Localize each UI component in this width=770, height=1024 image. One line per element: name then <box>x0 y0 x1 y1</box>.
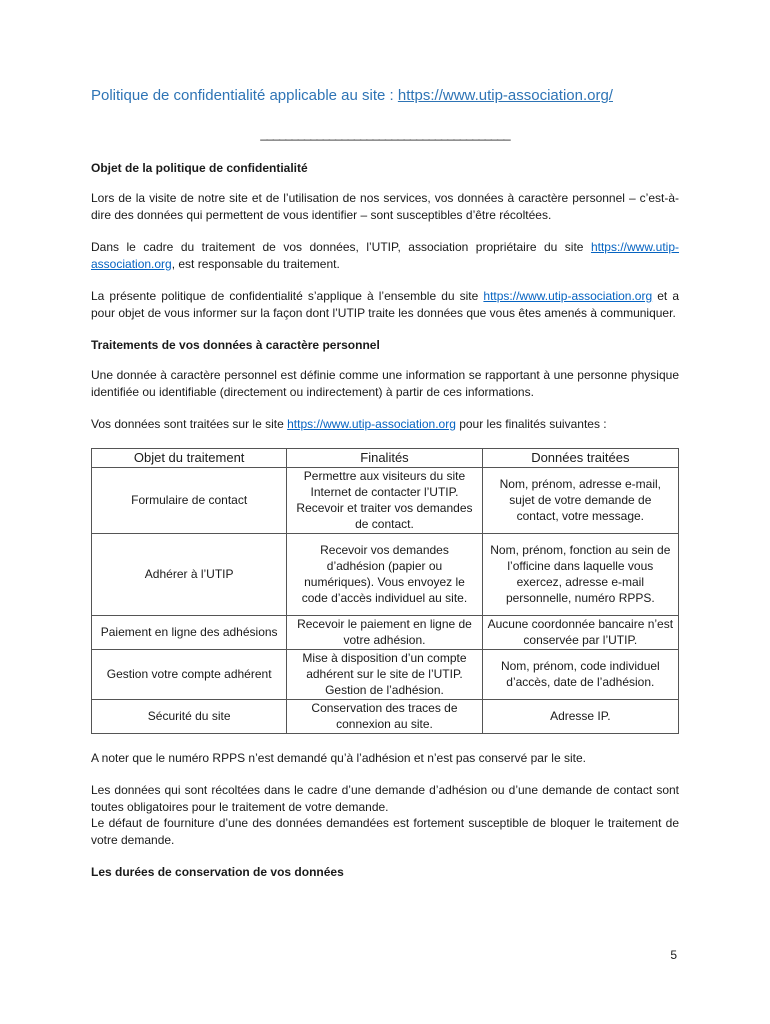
table-cell-objet: Paiement en ligne des adhésions <box>92 615 287 649</box>
paragraph-objet-2 <box>91 239 679 272</box>
paragraph-text: Dans le cadre du traitement de vos données, l’UTIP, association propriétaire du site <box>91 240 591 254</box>
table-cell-finalites: Mise à disposition d’un compte adhérent sur le site de l’UTIP. Gestion de l’adhésion. <box>287 649 482 699</box>
section-heading-objet: Objet de la politique de confidentialité <box>91 161 308 175</box>
table-cell-donnees: Aucune coordonnée bancaire n’est conservée par l’UTIP. <box>482 615 678 649</box>
paragraph-traitements-2 <box>91 416 679 433</box>
table-row <box>92 649 679 699</box>
paragraph-text: , est responsable du traitement. <box>171 256 340 271</box>
paragraph-text: Vos données sont traitées sur le site <box>91 417 288 431</box>
site-link[interactable]: https://www.utip-association.org <box>483 289 653 303</box>
paragraph-objet-1: Lors de la visite de notre site et de l’utilisation de nos services, vos données à caractère personnel – c’est-à-dire des données qui permettent de vous identifier – sont susceptibles d’être récoltées. <box>91 191 679 222</box>
table-cell-finalites: Permettre aux visiteurs du site Internet de contacter l’UTIP. Recevoir et traiter vos demandes de contact. <box>287 467 482 533</box>
table-header-cell: Objet du traitement <box>92 448 287 467</box>
table-cell-donnees: Nom, prénom, code individuel d’accès, date de l’adhésion. <box>482 649 678 699</box>
table-row <box>92 699 679 733</box>
table-cell-finalites: Recevoir vos demandes d’adhésion (papier ou numériques). Vous envoyez le code d’accès individuel au site. <box>287 533 482 615</box>
separator-line: ________________________________________ <box>260 126 510 141</box>
paragraph-text: pour les finalités suivantes : <box>455 417 607 431</box>
processing-table <box>91 448 679 734</box>
page-title-link[interactable]: https://www.utip-association.org/ <box>397 87 613 104</box>
section-heading-traitements: Traitements de vos données à caractère personnel <box>91 338 380 352</box>
paragraph-text: La présente politique de confidentialité s’applique à l’ensemble du site <box>91 289 484 303</box>
section-heading-durees: Les durées de conservation de vos données <box>91 865 344 879</box>
table-cell-donnees: Adresse IP. <box>482 699 678 733</box>
table-row <box>92 467 679 533</box>
table-cell-objet: Adhérer à l’UTIP <box>92 533 287 615</box>
table-cell-objet: Formulaire de contact <box>92 467 287 533</box>
table-cell-objet: Sécurité du site <box>92 699 287 733</box>
table-cell-finalites: Conservation des traces de connexion au site. <box>287 699 482 733</box>
page-number: 5 <box>670 948 677 962</box>
table-row <box>92 533 679 615</box>
table-cell-donnees: Nom, prénom, fonction au sein de l’officine dans laquelle vous exercez, adresse e-mail personnelle, numéro RPPS. <box>482 533 678 615</box>
paragraph-obligatoires: Les données qui sont récoltées dans le cadre d’une demande d’adhésion ou d’une demande de contact sont toutes obligatoires pour le traitement de votre demande. <box>91 783 679 814</box>
page-content <box>91 86 679 880</box>
table-header-row <box>92 448 679 467</box>
table-row <box>92 615 679 649</box>
page-title <box>91 86 679 106</box>
paragraph-text: et a pour objet de vous informer sur la façon dont l’UTIP traite les données que vous êtes amenés à communiquer. <box>91 289 680 320</box>
table-header-cell: Finalités <box>287 448 482 467</box>
paragraph-rpps-note: A noter que le numéro RPPS n’est demandé qu’à l’adhésion et n’est pas conservé par le site. <box>91 750 586 765</box>
site-link[interactable]: https://www.utip-association.org <box>91 240 679 271</box>
table-cell-donnees: Nom, prénom, adresse e-mail, sujet de votre demande de contact, votre message. <box>482 467 678 533</box>
table-header-cell: Données traitées <box>482 448 678 467</box>
table-cell-finalites: Recevoir le paiement en ligne de votre adhésion. <box>287 615 482 649</box>
paragraph-defaut: Le défaut de fourniture d’une des données demandées est fortement susceptible de bloquer le traitement de votre demande. <box>91 816 679 847</box>
site-link[interactable]: https://www.utip-association.org <box>287 417 456 431</box>
paragraph-traitements-1: Une donnée à caractère personnel est définie comme une information se rapportant à une personne physique identifiée ou identifiable (directement ou indirectement) à partir de ces informations. <box>91 368 679 399</box>
page-title-text: Politique de confidentialité applicable au site : <box>91 87 398 104</box>
paragraph-objet-3 <box>91 288 679 321</box>
table-cell-objet: Gestion votre compte adhérent <box>92 649 287 699</box>
